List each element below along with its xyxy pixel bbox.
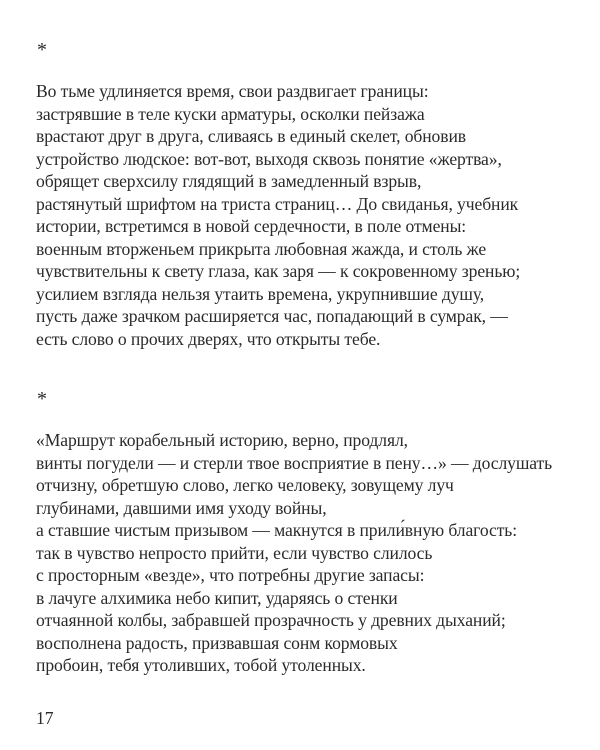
poem-line: военным вторженьем прикрыта любовная жажда, и столь же [36,238,487,259]
poem-line: с просторным «везде», что потребны другие запасы: [36,565,425,586]
poem-line: растянутый шрифтом на триста страниц… До свиданья, учебник [36,193,519,214]
poem-line: пусть даже зрачком расширяется час, попадающий в сумрак, — [36,306,508,327]
section-marker: * [37,39,47,61]
poem-2 [36,429,552,677]
poem-line: восполнена радость, призвавшая сонм кормовых [36,632,398,653]
poem-line: отчизну, обретшую слово, легко человеку, зовущему луч [36,475,454,496]
poem-line: обрящет сверхсилу глядящий в замедленный взрыв, [36,171,422,192]
poem-line: пробоин, тебя утоливших, тобой утоленных. [36,655,366,676]
poem-line: в лачуге алхимика небо кипит, ударяясь о стенки [36,587,398,608]
poem-line: есть слово о прочих дверях, что открыты тебе. [36,329,381,350]
poem-line: отчаянной колбы, забравшей прозрачность у древних дыханий; [36,610,506,631]
poem-line: так в чувство непросто прийти, если чувство слилось [36,542,433,563]
poem-1 [36,80,520,351]
section-marker: * [37,388,47,410]
poem-line: Во тьме удлиняется время, свои раздвигает границы: [36,81,429,101]
poem-line: устройство людское: вот-вот, выходя сквозь понятие «жертва», [36,148,502,169]
poem-line: глубинами, давшими имя уходу войны, [36,497,327,518]
poem-line: истории, встретимся в новой сердечности, в поле отмены: [36,216,467,237]
poem-line: «Маршрут корабельный историю, верно, продлял, [36,430,408,450]
poem-line: а ставшие чистым призывом — макнутся в прили́вную благость: [36,520,517,541]
poem-line: чувствительны к свету глаза, как заря — к сокровенному зренью; [36,261,521,282]
poem-line: застрявшие в теле куски арматуры, осколки пейзажа [36,103,425,124]
page-number: 17 [36,708,54,728]
poem-line: винты погудели — и стерли твое восприятие в пену…» — дослушать [36,452,553,473]
poem-line: врастают друг в друга, сливаясь в единый скелет, обновив [36,126,466,147]
poem-line: усилием взгляда нельзя утаить времена, укрупнившие душу, [36,283,485,304]
